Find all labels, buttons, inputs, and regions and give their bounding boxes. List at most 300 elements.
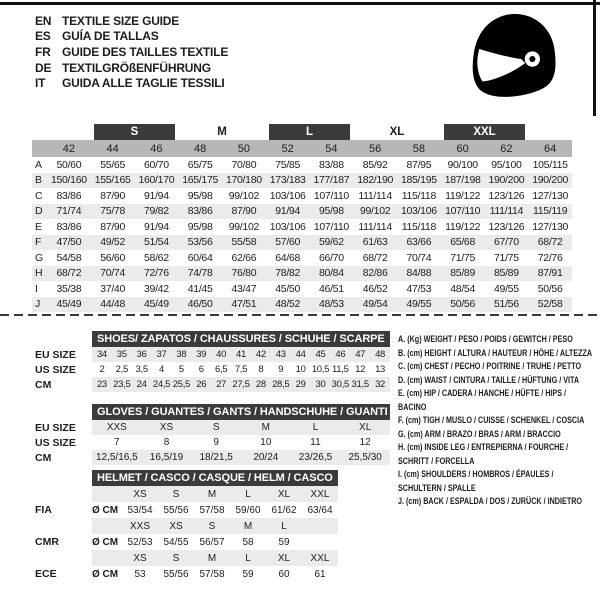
- gloves-section: [30, 404, 392, 465]
- measurement-value: 46/52: [362, 282, 388, 295]
- measurement-value: 58/62: [143, 251, 169, 264]
- size-row: [30, 362, 392, 377]
- measurement-value: 170/180: [225, 174, 262, 187]
- size-value: 5: [178, 364, 184, 375]
- measurement-value: 78/82: [275, 267, 301, 280]
- textile-size-table: [32, 124, 572, 312]
- legend-item: B. (cm) HEIGHT / ALTURA / HAUTEUR / HÖHE / ALTEZZA: [398, 347, 593, 358]
- measurement-value: 48/54: [450, 282, 476, 295]
- helmet-size-letter: XL: [277, 488, 291, 500]
- measurement-value: 74/78: [187, 267, 213, 280]
- size-value: 3,5: [135, 364, 148, 375]
- measurement-value: 49/55: [406, 298, 432, 311]
- measurement-value: 65/68: [450, 236, 476, 249]
- measurement-value: 80/84: [318, 267, 344, 280]
- measurement-value: 41/45: [187, 282, 213, 295]
- legend-item: I. (cm) SHOULDERS / HOMBROS / ÉPAULES / SCHULTERN / SPALLE: [398, 469, 554, 493]
- helmet-size-letters: [92, 486, 338, 502]
- size-number: 50: [237, 142, 250, 155]
- size-value: 28,5: [272, 379, 290, 390]
- size-value: 31,5: [351, 379, 369, 390]
- size-group-m: M: [217, 126, 227, 138]
- helmet-size-value: 60: [278, 568, 290, 580]
- measurement-value: 127/130: [532, 220, 569, 233]
- measurement-row-f: [32, 235, 572, 251]
- measurement-value: 115/119: [532, 205, 568, 218]
- size-value: 16,5/19: [149, 452, 184, 463]
- measurement-value: 45/49: [143, 298, 169, 311]
- size-value: XS: [159, 422, 174, 433]
- helmet-values: [92, 502, 338, 518]
- title-text: GUIDA ALLE TAGLIE TESSILI: [62, 76, 225, 91]
- row-letter: C: [35, 189, 43, 202]
- measurement-row-g: [32, 250, 572, 266]
- size-value: 36: [136, 349, 147, 360]
- size-group-header-row: [32, 124, 572, 140]
- size-value: 43: [275, 349, 286, 360]
- size-value: 18/21,5: [199, 452, 233, 463]
- size-row: [30, 450, 392, 465]
- size-value: 23/26,5: [298, 452, 333, 463]
- measurement-value: 72/76: [537, 251, 563, 264]
- row-values: [92, 362, 390, 377]
- size-number-row: [32, 140, 572, 157]
- measurement-value: 68/72: [56, 267, 82, 280]
- helmet-size-value: 57/58: [199, 504, 225, 516]
- measurement-value: 165/175: [182, 174, 219, 187]
- size-value: 12: [355, 364, 366, 375]
- helmet-size-letter-row: [30, 518, 392, 534]
- measurement-value: 71/75: [493, 251, 519, 264]
- helmet-size-value: 58: [242, 536, 254, 548]
- title-line: [35, 13, 228, 29]
- measurement-value: 155/165: [94, 174, 131, 187]
- measurement-value: 103/106: [269, 220, 306, 233]
- measurement-value: 68/72: [362, 251, 388, 264]
- helmet-size-value: 56/57: [199, 536, 225, 548]
- measurement-value: 85/89: [450, 267, 476, 280]
- size-number: 42: [62, 142, 75, 155]
- helmet-size-letter: M: [207, 488, 217, 500]
- diameter-label: Ø CM: [92, 536, 119, 548]
- row-values: [92, 377, 390, 392]
- size-value: 9: [213, 437, 219, 448]
- measurement-value: 67/70: [493, 236, 519, 249]
- size-value: 23,5: [113, 379, 131, 390]
- size-value: 4: [159, 364, 165, 375]
- dashed-separator: [0, 314, 600, 316]
- helmet-size-letters: [92, 518, 338, 534]
- legend-item: F. (cm) TIGH / MUSLO / CUISSE / SCHENKEL / COSCIA: [398, 415, 585, 425]
- title-line: [35, 29, 228, 45]
- measurement-value: 160/170: [138, 174, 175, 187]
- title-line: [35, 75, 228, 91]
- helmet-value-row: [30, 502, 392, 518]
- size-value: 27,5: [232, 379, 250, 390]
- measurement-value: 85/89: [493, 267, 519, 280]
- helmet-size-letter: L: [281, 520, 287, 532]
- size-value: 46: [335, 349, 346, 360]
- size-value: 30,5: [331, 379, 349, 390]
- helmet-size-value: 61/62: [271, 504, 297, 516]
- measurement-value: 173/183: [269, 174, 306, 187]
- helmet-size-letter-row: [30, 550, 392, 566]
- measurement-value: 51/54: [143, 236, 169, 249]
- measurement-row-h: [32, 266, 572, 282]
- measurement-value: 45/50: [275, 282, 301, 295]
- row-label: US SIZE: [35, 436, 76, 449]
- helmet-values: [92, 566, 338, 582]
- measurement-value: 87/95: [406, 158, 432, 171]
- measurement-value: 72/76: [143, 267, 169, 280]
- measurement-value: 65/75: [187, 158, 213, 171]
- top-border-line: [0, 2, 600, 5]
- measurement-value: 61/63: [362, 236, 388, 249]
- measurement-value: 55/58: [231, 236, 257, 249]
- measurement-value: 123/126: [488, 189, 525, 202]
- size-number: 58: [412, 142, 425, 155]
- measurement-value: 47/51: [231, 298, 257, 311]
- measurement-value: 75/85: [275, 158, 301, 171]
- standard-label: CMR: [35, 536, 59, 548]
- measurement-value: 50/56: [537, 282, 563, 295]
- helmet-size-value: 53/54: [127, 504, 153, 516]
- size-value: 8: [258, 364, 264, 375]
- measurement-row-e: [32, 219, 572, 235]
- measurement-value: 47/53: [406, 282, 432, 295]
- helmet-size-value: 61: [314, 568, 326, 580]
- size-value: XL: [359, 422, 372, 433]
- size-value: 25,5: [172, 379, 191, 390]
- measurement-value: 107/110: [313, 189, 349, 202]
- size-number: 44: [106, 142, 119, 155]
- size-value: 2: [99, 364, 105, 375]
- measurement-row-d: [32, 204, 572, 220]
- size-value: 37: [156, 349, 167, 360]
- helmet-size-letter: L: [245, 488, 251, 500]
- row-letter: J: [35, 298, 41, 311]
- measurement-value: 111/114: [358, 220, 392, 233]
- measurement-row-j: [32, 297, 572, 313]
- measurement-value: 51/56: [493, 298, 519, 311]
- measurement-value: 182/190: [357, 174, 394, 187]
- measurement-value: 83/86: [187, 205, 213, 218]
- measurement-value: 105/115: [532, 158, 568, 171]
- measurement-rows: [32, 157, 572, 312]
- helmet-size-letter: XXL: [310, 488, 330, 500]
- measurement-row-i: [32, 281, 572, 297]
- helmet-size-value: 57/58: [199, 568, 225, 580]
- measurement-legend: [398, 333, 595, 509]
- size-value: 35: [116, 349, 127, 360]
- size-number: 54: [325, 142, 338, 155]
- helmet-size-letter: XL: [277, 552, 291, 564]
- title-text: TEXTILE SIZE GUIDE: [62, 13, 180, 28]
- measurement-value: 45/49: [56, 298, 82, 311]
- measurement-value: 82/86: [362, 267, 388, 280]
- size-number: 64: [544, 142, 557, 155]
- size-value: 47: [355, 349, 366, 360]
- row-values: [92, 420, 390, 435]
- legend-item: G. (cm) ARM / BRAZO / BRAS / ARM / BRACCIO: [398, 428, 561, 439]
- size-value: 30: [315, 379, 326, 390]
- measurement-value: 71/75: [450, 251, 476, 264]
- row-label: EU SIZE: [35, 348, 76, 361]
- measurement-value: 111/114: [358, 189, 392, 202]
- measurement-value: 185/195: [400, 174, 437, 187]
- helmet-size-letter: S: [172, 488, 180, 500]
- size-number: 52: [281, 142, 294, 155]
- helmet-size-letter: L: [245, 552, 251, 564]
- shoes-section: [30, 331, 392, 392]
- measurement-value: 119/122: [445, 220, 481, 233]
- row-letter: H: [35, 267, 43, 280]
- helmet-section-header: HELMET / CASCO / CASQUE / HELM / CASCO: [92, 470, 338, 486]
- size-value: 23: [96, 379, 107, 390]
- measurement-value: 99/102: [228, 220, 260, 233]
- language-code: DE: [35, 60, 52, 75]
- measurement-value: 95/98: [187, 189, 213, 202]
- measurement-value: 85/92: [362, 158, 388, 171]
- size-number: 56: [369, 142, 382, 155]
- size-value: 10,5: [311, 364, 330, 375]
- size-value: 7,5: [234, 364, 248, 375]
- measurement-value: 83/88: [318, 158, 344, 171]
- measurement-value: 107/110: [313, 220, 349, 233]
- title-line: [35, 44, 228, 60]
- row-letter: F: [35, 236, 42, 249]
- size-number: 60: [456, 142, 469, 155]
- measurement-value: 123/126: [488, 220, 525, 233]
- measurement-value: 62/66: [231, 251, 257, 264]
- measurement-value: 190/200: [488, 174, 525, 187]
- size-value: 41: [236, 349, 246, 360]
- size-value: XXS: [106, 422, 127, 433]
- language-code: FR: [35, 44, 51, 59]
- measurement-value: 76/80: [231, 267, 257, 280]
- measurement-value: 95/98: [318, 205, 344, 218]
- size-number: 48: [194, 142, 207, 155]
- measurement-value: 35/38: [56, 282, 82, 295]
- measurement-value: 60/64: [187, 251, 213, 264]
- size-value: 8: [163, 437, 170, 448]
- measurement-value: 87/91: [537, 267, 563, 280]
- measurement-value: 75/78: [100, 205, 126, 218]
- row-letter: A: [35, 158, 43, 171]
- measurement-value: 57/60: [275, 236, 301, 249]
- size-value: S: [212, 422, 220, 433]
- measurement-value: 150/160: [50, 174, 87, 187]
- helmet-size-value: 55/56: [163, 504, 189, 516]
- size-value: 48: [375, 349, 386, 360]
- title-text: TEXTILGRÖßENFÜHRUNG: [62, 60, 211, 75]
- measurement-value: 39/42: [143, 282, 169, 295]
- measurement-value: 66/70: [318, 251, 344, 264]
- size-value: 6,5: [214, 364, 228, 375]
- size-value: 34: [96, 349, 107, 360]
- size-group-s: S: [94, 124, 176, 140]
- standard-label: ECE: [35, 568, 57, 580]
- measurement-value: 59/62: [318, 236, 344, 249]
- measurement-value: 83/86: [56, 220, 82, 233]
- row-letter: I: [35, 282, 38, 295]
- size-value: 6: [198, 364, 204, 375]
- measurement-value: 70/74: [406, 251, 432, 264]
- measurement-value: 49/55: [493, 282, 519, 295]
- measurement-row-b: [32, 173, 572, 189]
- measurement-value: 187/198: [444, 174, 481, 187]
- size-value: 25,5/30: [348, 452, 382, 463]
- helmet-size-letter: XS: [133, 552, 147, 564]
- size-value: 28: [255, 379, 266, 390]
- size-value: 11,5: [332, 364, 349, 375]
- measurement-row-c: [32, 188, 572, 204]
- helmet-value-row: [30, 534, 392, 550]
- helmet-size-letter: M: [243, 520, 253, 532]
- helmet-size-letter: XS: [169, 520, 183, 532]
- measurement-value: 46/50: [187, 298, 213, 311]
- helmet-size-letter: M: [207, 552, 217, 564]
- size-number: 46: [150, 142, 163, 155]
- language-code: IT: [35, 76, 46, 91]
- legend-item: H. (cm) INSIDE LEG / ENTREPIERNA / FOURCHE / SCHRITT / FORCELLA: [398, 442, 569, 466]
- measurement-value: 115/118: [401, 220, 437, 233]
- diameter-label: Ø CM: [92, 568, 119, 580]
- size-row: [30, 377, 392, 392]
- measurement-value: 49/52: [100, 236, 126, 249]
- row-letter: D: [35, 205, 43, 218]
- measurement-value: 47/50: [56, 236, 82, 249]
- right-border-line: [593, 0, 596, 116]
- measurement-value: 53/56: [187, 236, 213, 249]
- measurement-value: 70/80: [231, 158, 257, 171]
- measurement-value: 91/94: [143, 189, 169, 202]
- size-number: 62: [500, 142, 513, 155]
- measurement-value: 127/130: [532, 189, 569, 202]
- helmet-rows: [30, 486, 392, 582]
- language-code: EN: [35, 13, 52, 28]
- measurement-value: 95/98: [187, 220, 213, 233]
- helmet-size-letter: XXS: [129, 520, 150, 532]
- helmet-value-row: [30, 566, 392, 582]
- size-value: M: [261, 422, 270, 433]
- measurement-value: 95/100: [491, 158, 522, 171]
- measurement-value: 71/74: [56, 205, 82, 218]
- gloves-rows: [30, 420, 392, 465]
- measurement-value: 56/60: [100, 251, 126, 264]
- helmet-size-letter: XS: [133, 488, 147, 500]
- size-value: 11: [310, 437, 321, 448]
- size-value: 27: [216, 379, 227, 390]
- size-value: 29: [295, 379, 306, 390]
- helmet-size-value: 63/64: [307, 504, 333, 516]
- measurement-value: 49/54: [362, 298, 388, 311]
- row-letter: B: [35, 174, 43, 187]
- size-value: L: [312, 422, 319, 433]
- measurement-value: 115/118: [401, 189, 437, 202]
- helmet-section: [30, 470, 392, 582]
- measurement-value: 87/90: [100, 220, 126, 233]
- title-text: GUIDE DES TAILLES TEXTILE: [62, 44, 229, 59]
- size-value: 20/24: [253, 452, 279, 463]
- size-value: 44: [295, 349, 306, 360]
- measurement-value: 111/114: [489, 205, 524, 218]
- title-block: [35, 13, 228, 91]
- measurement-value: 64/68: [275, 251, 301, 264]
- helmet-size-letters: [92, 550, 338, 566]
- measurement-value: 46/51: [318, 282, 344, 295]
- language-code: ES: [35, 29, 51, 44]
- measurement-value: 55/65: [100, 158, 126, 171]
- row-letter: G: [35, 251, 44, 264]
- row-values: [92, 435, 390, 450]
- helmet-size-letter-row: [30, 486, 392, 502]
- measurement-value: 44/48: [100, 298, 126, 311]
- measurement-value: 99/102: [228, 189, 260, 202]
- measurement-value: 68/72: [537, 236, 563, 249]
- measurement-value: 107/110: [445, 205, 481, 218]
- measurement-value: 54/58: [56, 251, 82, 264]
- measurement-value: 84/88: [406, 267, 432, 280]
- helmet-size-value: 54/55: [163, 536, 189, 548]
- size-value: 9: [278, 364, 284, 375]
- legend-item: J. (cm) BACK / ESPALDA / DOS / ZURÜCK / INDIETRO: [398, 496, 583, 506]
- helmet-size-value: 53: [134, 568, 146, 580]
- size-value: 42: [255, 349, 266, 360]
- standard-label: FIA: [35, 504, 52, 516]
- measurement-value: 83/86: [56, 189, 82, 202]
- measurement-value: 52/58: [537, 298, 563, 311]
- measurement-value: 177/187: [313, 174, 350, 187]
- shoes-section-header: SHOES/ ZAPATOS / CHAUSSURES / SCHUHE / SCARPE: [92, 331, 390, 347]
- size-value: 26: [196, 379, 207, 390]
- legend-item: E. (cm) HIP / CADERA / HANCHE / HÜFTE / HIPS / BACINO: [398, 388, 567, 412]
- helmet-values: [92, 534, 338, 550]
- size-value: 10: [260, 437, 272, 448]
- measurement-value: 63/66: [406, 236, 432, 249]
- size-value: 24: [136, 379, 147, 390]
- row-values: [92, 347, 390, 362]
- size-value: 7: [114, 437, 120, 448]
- measurement-value: 50/60: [56, 158, 82, 171]
- helmet-size-value: 59: [242, 568, 254, 580]
- size-group-xl: XL: [389, 126, 405, 138]
- size-value: 40: [216, 349, 227, 360]
- title-line: [35, 60, 228, 76]
- measurement-value: 87/90: [231, 205, 257, 218]
- legend-item: D. (cm) WAIST / CINTURA / TAILLE / HÜFTUNG / VITA: [398, 374, 580, 385]
- measurement-value: 91/94: [275, 205, 301, 218]
- measurement-value: 43/47: [231, 282, 257, 295]
- size-value: 32: [375, 379, 386, 390]
- title-text: GUÍA DE TALLAS: [62, 29, 159, 44]
- measurement-value: 79/82: [143, 205, 169, 218]
- measurement-row-a: [32, 157, 572, 173]
- measurement-value: 99/102: [359, 205, 391, 218]
- shoes-rows: [30, 347, 392, 392]
- measurement-value: 190/200: [532, 174, 569, 187]
- helmet-size-letter: S: [208, 520, 216, 532]
- size-value: 13: [375, 364, 386, 375]
- racing-helmet-icon: [458, 6, 570, 108]
- size-row: [30, 435, 392, 450]
- row-label: CM: [35, 451, 52, 464]
- row-letter: E: [35, 220, 43, 233]
- measurement-value: 48/53: [318, 298, 344, 311]
- size-row: [30, 347, 392, 362]
- helmet-size-letter: S: [172, 552, 180, 564]
- row-values: [92, 450, 390, 465]
